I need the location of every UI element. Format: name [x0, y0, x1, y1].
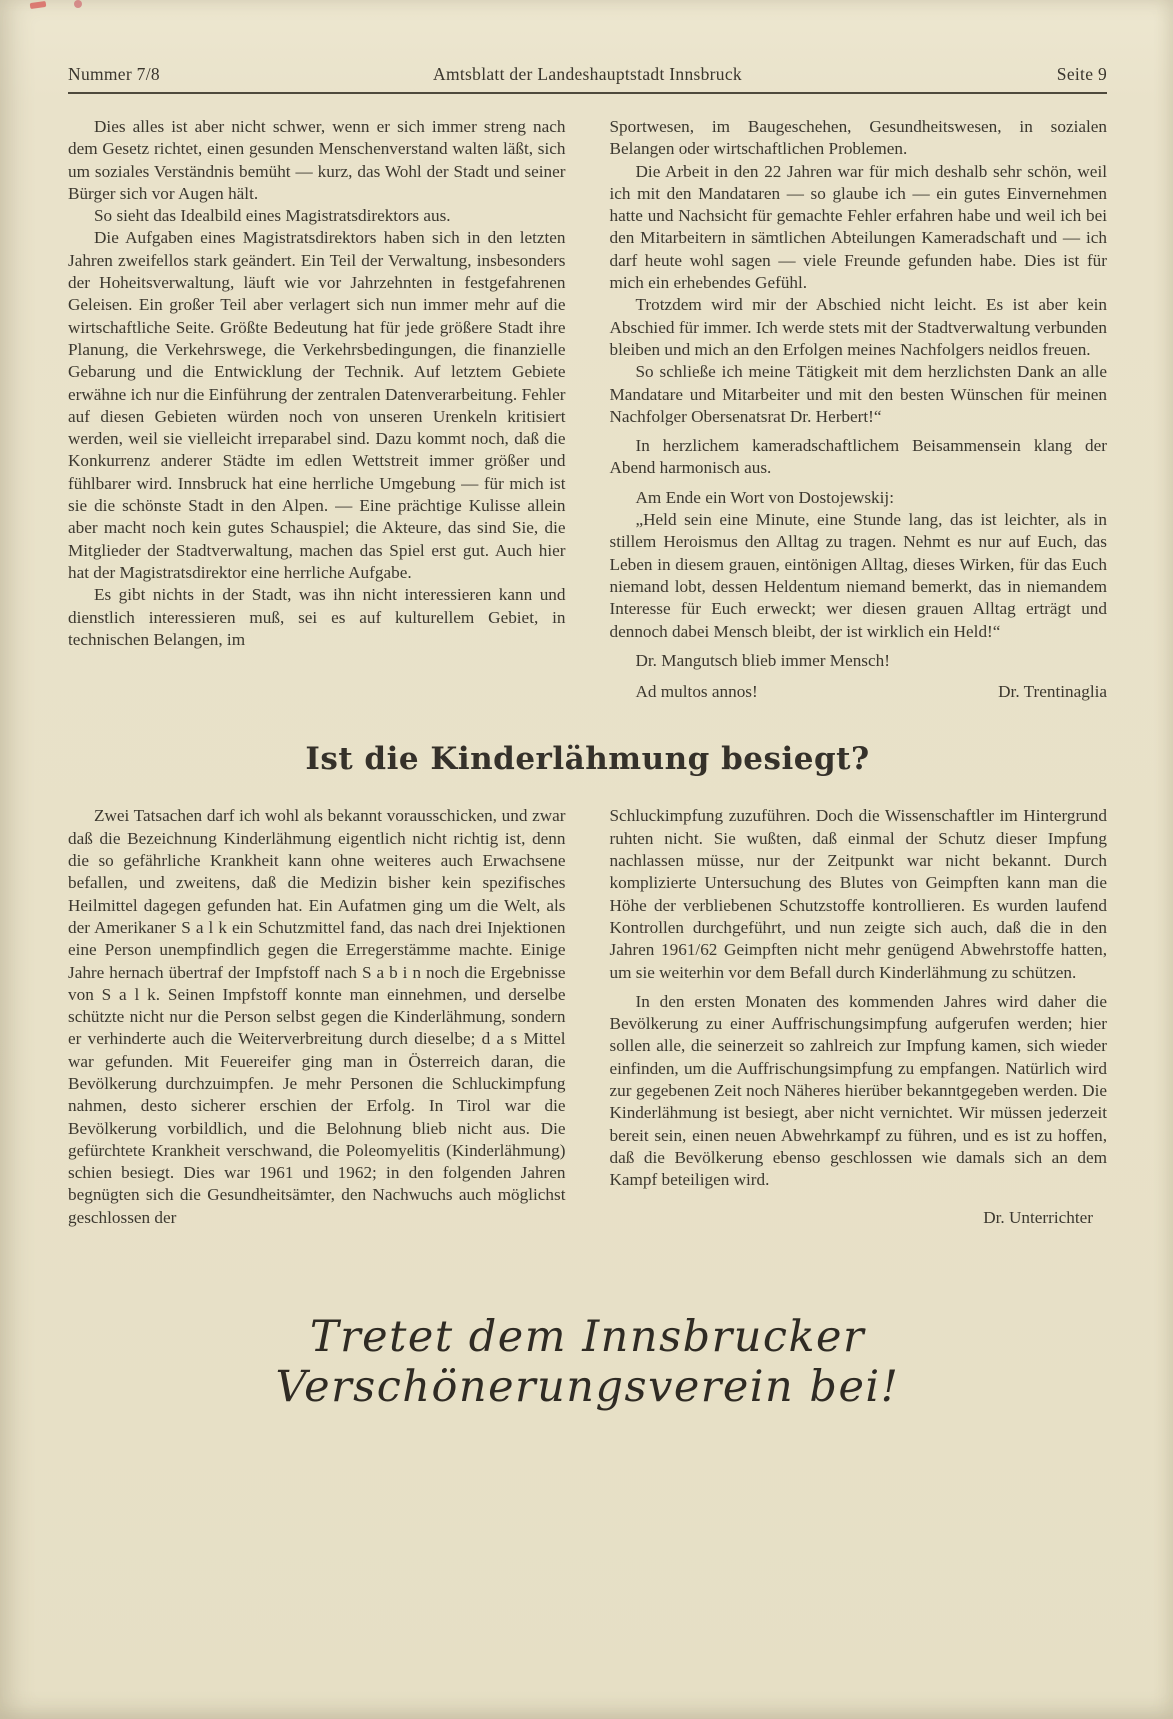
page-number: Seite 9 — [1056, 64, 1107, 84]
scan-artifact-red — [74, 0, 82, 8]
paragraph: Die Aufgaben eines Magistratsdirektors haben sich in den letzten Jahren zweifellos stark geändert. Ein Teil der Verwaltung, insbesonders der Hoheitsverwaltung, läuft wie vor Jahrzehnten in festgefahrenen Geleisen. Ein großer Teil aber verlagert sich nun immer mehr auf die wirtschaftliche Seite. Größte Bedeutung hat für jede größere Stadt ihre Planung, die Verkehrswege, die Verkehrsbedingungen, die finanzielle Gebarung und die Entwicklung der Technik. Auf letztem Gebiete erwähne ich nur die Einführung der zentralen Datenverarbeitung. Fehler auf diesen Gebieten würden noch von unseren Urenkeln kritisiert werden, weil sie vielleicht irreparabel sind. Dazu kommt noch, daß die Konkurrenz anderer Städte im edlen Wettstreit immer größer und fühlbarer wird. Innsbruck hat eine herrliche Umgebung — für mich ist sie die schönste Stadt in den Alpen. — Eine prächtige Kulisse allein aber macht noch kein gutes Schauspiel; die Akteure, das sind Sie, die Mitglieder der Stadtverwaltung, machen das Spiel erst gut. Auch hier hat der Magistratsdirektor eine herrliche Aufgabe. — [68, 228, 566, 582]
article-2-left-column — [68, 805, 566, 1229]
article-2-right-column — [610, 805, 1108, 1229]
closing-phrase: Ad multos annos! — [635, 682, 758, 702]
closing-remark: Dr. Mangutsch blieb immer Mensch! — [635, 650, 890, 670]
issue-number: Nummer 7/8 — [68, 64, 160, 84]
paragraph: Zwei Tatsachen darf ich wohl als bekannt vorausschicken, und zwar daß die Bezeichnung Kinderlähmung eigentlich nicht richtig ist, denn die so gefährliche Krankheit kann ohne weiteres auch Erwachsene befallen, und zweitens, daß die Medizin bisher kein spezifisches Heilmittel dagegen gefunden hat. Ein Aufatmen ging um die Welt, als der Amerikaner S a l k ein Schutzmittel fand, das nach drei Injektionen eine Person unempfindlich gegen die Erregerstämme machte. Einige Jahre hernach übertraf der Impfstoff nach S a b i n noch die Ergebnisse von S a l k. Seinen Impfstoff konnte man einnehmen, und derselbe schützte nicht nur die Person selbst gegen die Kinderlähmung, sondern er verhinderte auch die Weiterverbreitung durch dieselbe; d a s Mittel war gefunden. Mit Feuereifer ging man in Österreich daran, die Bevölkerung durchzuimpfen. Je mehr Personen die Schluckimpfung nahmen, desto sicherer erschien der Erfolg. In Tirol war die Bevölkerung vorbildlich, und die Belohnung blieb nicht aus. Die gefürchtete Krankheit verschwand, die Poleomyelitis (Kinderlähmung) schien besiegt. Dies war 1961 und 1962; in den folgenden Jahren begnügten sich die Gesundheitsämter, den Nachwuchs auch möglichst geschlossen der — [68, 806, 566, 1227]
header-rule — [68, 92, 1107, 94]
article-1-right-column — [610, 116, 1108, 703]
closing-line — [610, 681, 1108, 703]
paragraph: In herzlichem kameradschaftlichem Beisammensein klang der Abend harmonisch aus. — [609, 436, 1107, 478]
paragraph: Sportwesen, im Baugeschehen, Gesundheitswesen, in sozialen Belangen oder wirtschaftlichen Problemen. — [609, 117, 1107, 159]
author-signature-trentinaglia: Dr. Trentinaglia — [998, 682, 1107, 702]
paragraph: In den ersten Monaten des kommenden Jahres wird daher die Bevölkerung zu einer Auffrischungsimpfung aufgerufen werden; hier sollen alle, die seinerzeit so zahlreich zur Impfung kamen, sich wieder einfinden, um die Auffrischungsimpfung zu empfangen. Natürlich wird zur gegebenen Zeit noch Näheres hierüber bekanntgegeben werden. Die Kinderlähmung ist besiegt, aber nicht vernichtet. Wir müssen jederzeit bereit sein, einen neuen Abwehrkampf zu führen, und es ist zu hoffen, daß die Bevölkerung ebenso geschlossen wie damals sich an dem Kampf beteiligen wird. — [609, 991, 1107, 1190]
article-2 — [68, 805, 1107, 1229]
banner-slogan: Tretet dem Innsbrucker Verschönerungsverein bei! — [275, 1311, 900, 1412]
paragraph: Am Ende ein Wort von Dostojewskij: — [635, 487, 894, 507]
paragraph: So sieht das Idealbild eines Magistratsdirektors aus. — [94, 206, 451, 226]
paragraph: Es gibt nichts in der Stadt, was ihn nicht interessieren kann und dienstlich interessieren muß, sei es auf kulturellem Gebiet, in technischen Belangen, im — [68, 585, 566, 649]
author-signature-unterrichter: Dr. Unterrichter — [983, 1208, 1093, 1228]
paragraph: Trotzdem wird mir der Abschied nicht leicht. Es ist aber kein Abschied für immer. Ich werde stets mit der Stadtverwaltung verbunden bleiben und mich an den Erfolgen meines Nachfolgers neidlos freuen. — [609, 295, 1107, 359]
page-header — [68, 64, 1107, 85]
article-1-left-column — [68, 116, 566, 703]
article-2-title: Ist die Kinderlähmung besiegt? — [305, 741, 870, 778]
paragraph: So schließe ich meine Tätigkeit mit dem herzlichsten Dank an alle Mandatare und Mitarbeiter und mit den besten Wünschen für meinen Nachfolger Obersenatsrat Dr. Herbert!“ — [609, 362, 1107, 426]
paragraph: Schluckimpfung zuzuführen. Doch die Wissenschaftler im Hintergrund ruhten nicht. Sie wußten, daß einmal der Schutz dieser Impfung nachlassen müsse, nur der Zeitpunkt war nicht bekannt. Durch komplizierte Untersuchung des Blutes von Geimpften kann man die Höhe der verbliebenen Schutzstoffe kontrollieren. Es wurden laufend Kontrollen durchgeführt, und nun zeigte sich auch, daß die in den Jahren 1961/62 Geimpften nicht mehr genügend Abwehrstoffe hatten, um sie weiterhin vor dem Befall durch Kinderlähmung zu schützen. — [609, 806, 1107, 982]
paragraph: Die Arbeit in den 22 Jahren war für mich deshalb sehr schön, weil ich mit den Mandataren — so glaube ich — ein gutes Einvernehmen hatte und Nachsicht für gemachte Fehler erfahren habe und weil ich bei den Mitarbeitern in sämtlichen Abteilungen Kameradschaft und — ich darf heute wohl sagen — viele Freunde gefunden habe. Dies ist für mich ein erhebendes Gefühl. — [609, 161, 1107, 293]
article-1 — [68, 116, 1107, 703]
paragraph: Dies alles ist aber nicht schwer, wenn er sich immer streng nach dem Gesetz richtet, einen gesunden Menschenverstand walten läßt, sich um soziales Verständnis bemüht — kurz, das Wohl der Stadt und seiner Bürger sich vor Augen hält. — [68, 117, 566, 203]
quote-paragraph: „Held sein eine Minute, eine Stunde lang, das ist leichter, als in stillem Heroismus den Alltag zu tragen. Nehmt es nur auf Euch, das Leben in diesem grauen, eintönigen Alltag, dieses Wirken, für das Euch niemand lobt, dessen Heldentum niemand bemerkt, das in niemandem Interesse für Euch erweckt; wer diesen grauen Alltag erträgt und dennoch dabei Mensch bleibt, der ist wirklich ein Held!“ — [609, 510, 1107, 641]
masthead-title: Amtsblatt der Landeshauptstadt Innsbruck — [433, 64, 742, 84]
